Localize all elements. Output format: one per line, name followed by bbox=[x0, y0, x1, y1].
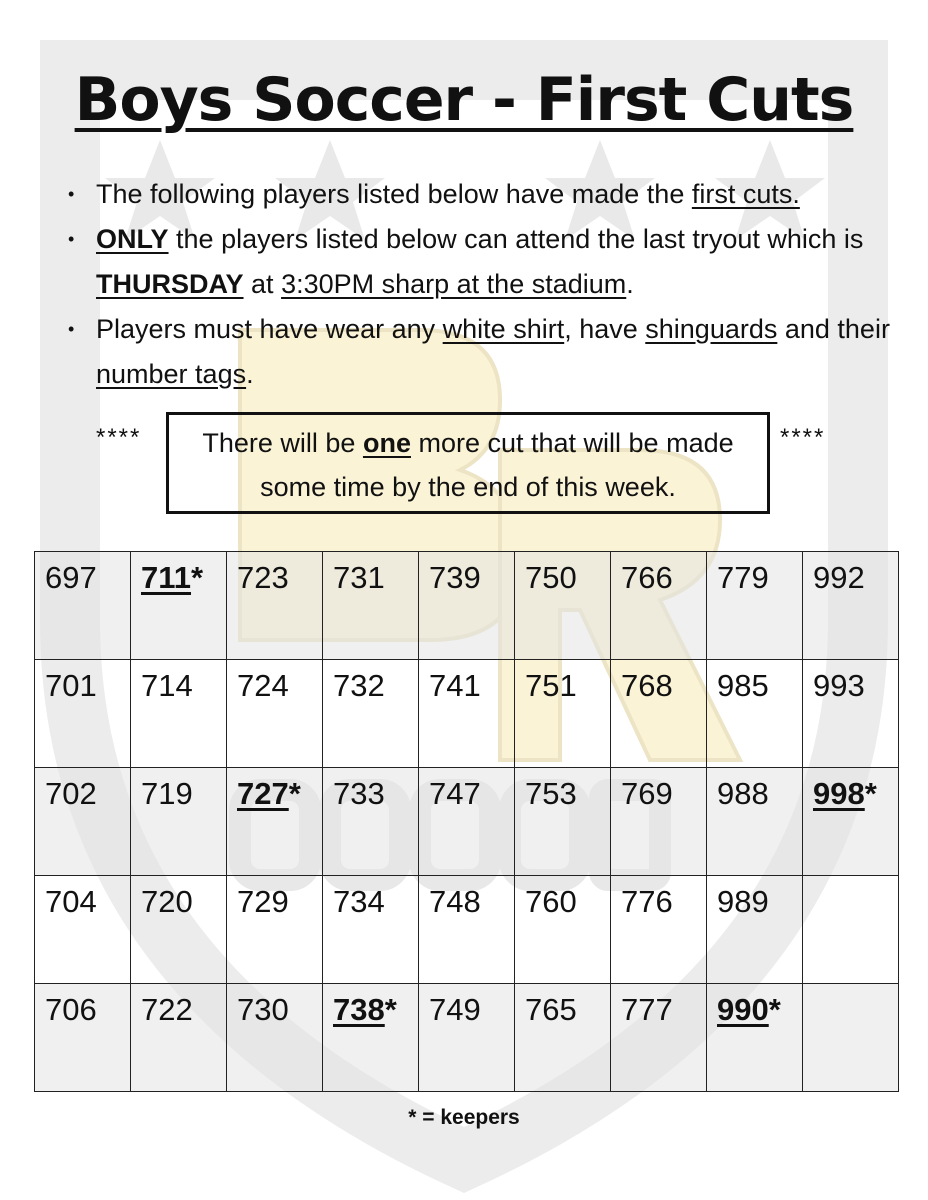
stars-left: **** bbox=[96, 424, 142, 451]
notice-box bbox=[166, 412, 770, 514]
player-number-cell bbox=[803, 876, 899, 984]
player-number-cell: 988 bbox=[707, 768, 803, 876]
text: at bbox=[243, 269, 282, 299]
text: the players listed below can attend the last tryout which is bbox=[168, 224, 864, 254]
player-number-cell bbox=[227, 768, 323, 876]
stars-right: **** bbox=[780, 424, 826, 451]
text: , have bbox=[564, 314, 646, 344]
player-number-cell: 719 bbox=[131, 768, 227, 876]
keeper-marker: * bbox=[768, 992, 781, 1027]
text: . bbox=[246, 359, 254, 389]
bullet-icon: • bbox=[68, 184, 75, 204]
player-number-cell: 989 bbox=[707, 876, 803, 984]
table-row bbox=[35, 660, 899, 768]
table-row bbox=[35, 552, 899, 660]
player-number-cell: 766 bbox=[611, 552, 707, 660]
table-row bbox=[35, 876, 899, 984]
player-number-cell: 769 bbox=[611, 768, 707, 876]
text: one bbox=[362, 428, 411, 458]
text: and their bbox=[777, 314, 890, 344]
text: THURSDAY bbox=[96, 269, 244, 299]
player-number-cell: 776 bbox=[611, 876, 707, 984]
text: white shirt bbox=[442, 314, 565, 344]
player-number-cell: 697 bbox=[35, 552, 131, 660]
player-number-cell: 720 bbox=[131, 876, 227, 984]
table-row bbox=[35, 984, 899, 1092]
player-number-cell bbox=[803, 984, 899, 1092]
player-number-cell: 765 bbox=[515, 984, 611, 1092]
bullet-icon: • bbox=[68, 229, 75, 249]
page-title: Boys Soccer - First Cuts bbox=[74, 65, 854, 135]
player-number-cell bbox=[707, 984, 803, 1092]
player-number-cell: 741 bbox=[419, 660, 515, 768]
player-number-cell: 993 bbox=[803, 660, 899, 768]
keeper-marker: * bbox=[288, 776, 301, 811]
keeper-marker: * bbox=[384, 992, 397, 1027]
player-number-cell: 760 bbox=[515, 876, 611, 984]
text: 3:30PM sharp at the stadium bbox=[281, 269, 627, 299]
player-number-cell: 751 bbox=[515, 660, 611, 768]
player-number-cell: 985 bbox=[707, 660, 803, 768]
legend: * = keepers bbox=[408, 1106, 520, 1129]
bullet-icon: • bbox=[68, 319, 75, 339]
instructions-list bbox=[64, 172, 894, 397]
keeper-marker: * bbox=[191, 560, 204, 595]
player-number-cell: 768 bbox=[611, 660, 707, 768]
player-number-cell bbox=[323, 984, 419, 1092]
player-number-cell: 706 bbox=[35, 984, 131, 1092]
list-item bbox=[64, 172, 894, 217]
list-item bbox=[64, 307, 894, 397]
text: The following players listed below have made the bbox=[96, 179, 692, 209]
keeper-number: 998 bbox=[813, 776, 865, 811]
player-number-cell: 722 bbox=[131, 984, 227, 1092]
player-number-cell: 732 bbox=[323, 660, 419, 768]
player-number-cell: 747 bbox=[419, 768, 515, 876]
text: number tags bbox=[96, 359, 247, 389]
text: ONLY bbox=[96, 224, 169, 254]
text: shinguards bbox=[645, 314, 778, 344]
player-number-cell: 724 bbox=[227, 660, 323, 768]
player-number-cell: 701 bbox=[35, 660, 131, 768]
player-number-cell: 704 bbox=[35, 876, 131, 984]
player-number-cell: 702 bbox=[35, 768, 131, 876]
text: There will be bbox=[202, 428, 363, 458]
player-number-cell bbox=[131, 552, 227, 660]
player-number-cell: 733 bbox=[323, 768, 419, 876]
player-number-cell: 714 bbox=[131, 660, 227, 768]
text: . bbox=[626, 269, 634, 299]
player-number-cell: 723 bbox=[227, 552, 323, 660]
keeper-number: 727 bbox=[237, 776, 289, 811]
player-number-cell: 777 bbox=[611, 984, 707, 1092]
keeper-number: 738 bbox=[333, 992, 385, 1027]
player-number-cell: 739 bbox=[419, 552, 515, 660]
player-number-cell: 748 bbox=[419, 876, 515, 984]
table-row bbox=[35, 768, 899, 876]
player-number-cell: 729 bbox=[227, 876, 323, 984]
player-number-cell bbox=[803, 768, 899, 876]
text: Players must have wear any bbox=[96, 314, 443, 344]
players-table bbox=[34, 551, 899, 1092]
keeper-marker: * bbox=[864, 776, 877, 811]
keeper-number: 711 bbox=[141, 560, 192, 595]
player-number-cell: 779 bbox=[707, 552, 803, 660]
player-number-cell: 731 bbox=[323, 552, 419, 660]
player-number-cell: 730 bbox=[227, 984, 323, 1092]
list-item bbox=[64, 217, 894, 307]
player-number-cell: 753 bbox=[515, 768, 611, 876]
player-number-cell: 749 bbox=[419, 984, 515, 1092]
text: first cuts. bbox=[691, 179, 800, 209]
player-number-cell: 734 bbox=[323, 876, 419, 984]
text: more cut that will be made some time by the end of this week. bbox=[260, 428, 734, 502]
keeper-number: 990 bbox=[717, 992, 769, 1027]
player-number-cell: 992 bbox=[803, 552, 899, 660]
player-number-cell: 750 bbox=[515, 552, 611, 660]
